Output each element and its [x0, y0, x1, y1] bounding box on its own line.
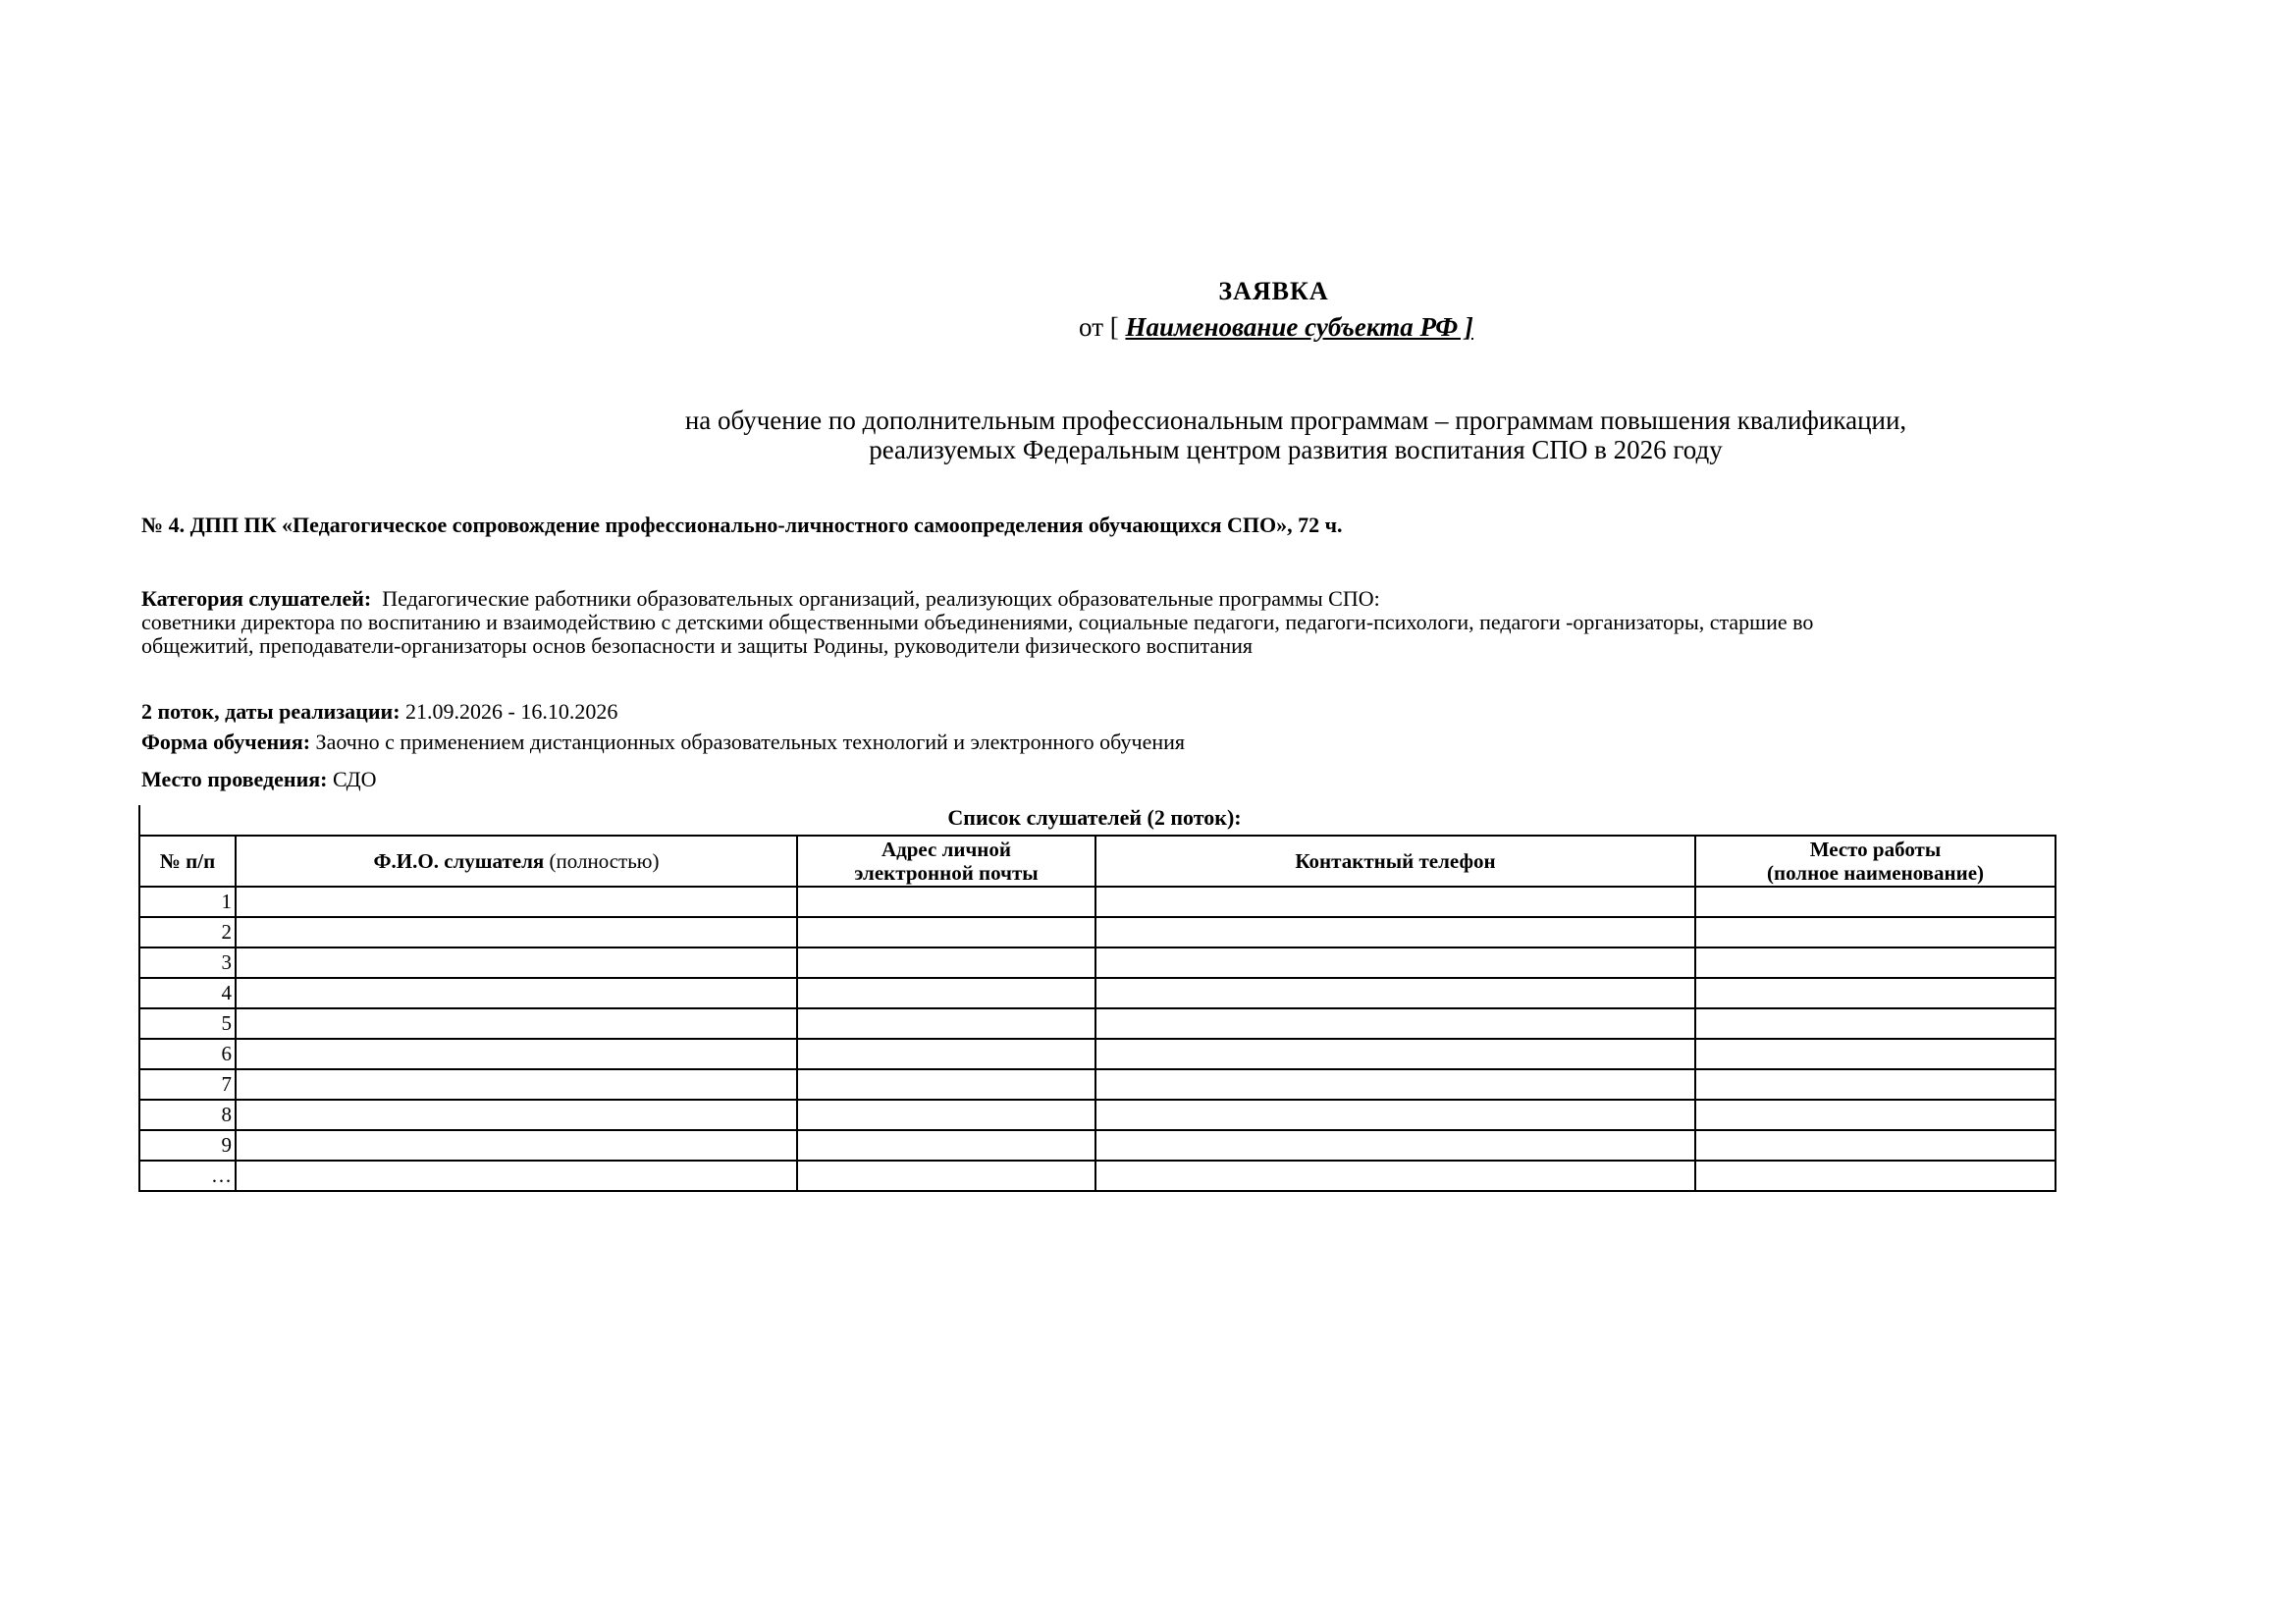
table-row — [139, 1161, 2056, 1191]
cell-email[interactable] — [797, 1069, 1095, 1100]
col-header-num: № п/п — [139, 836, 236, 887]
row-number: 4 — [139, 978, 236, 1008]
col-header-name-normal: (полностью) — [549, 849, 660, 873]
table-row — [139, 1100, 2056, 1130]
col-header-phone: Контактный телефон — [1095, 836, 1695, 887]
document-purpose — [0, 406, 2296, 464]
cell-email[interactable] — [797, 917, 1095, 947]
category-line-1-text: Педагогические работники образовательных организаций, реализующих образовательные программы СПО: — [382, 587, 1380, 611]
cell-name[interactable] — [236, 1100, 797, 1130]
purpose-line-2: реализуемых Федеральным центром развития воспитания СПО в 2026 году — [869, 435, 1723, 464]
cell-email[interactable] — [797, 947, 1095, 978]
col-header-workplace — [1695, 836, 2056, 887]
category-line-3: общежитий, преподаватели-организаторы основ безопасности и защиты Родины, руководители физического воспитания — [141, 633, 1253, 658]
form-value: Заочно с применением дистанционных образовательных технологий и электронного обучения — [315, 730, 1185, 754]
cell-name[interactable] — [236, 1039, 797, 1069]
col-header-name-bold: Ф.И.О. слушателя — [373, 849, 545, 873]
cell-name[interactable] — [236, 917, 797, 947]
row-number: 8 — [139, 1100, 236, 1130]
cell-phone[interactable] — [1095, 1039, 1695, 1069]
category-line-2: советники директора по воспитанию и взаимодействию с детскими общественными объединениями, социальные педагоги, педагоги-психологи, педагоги -организаторы, старшие во — [141, 610, 1814, 634]
purpose-line-1: на обучение по дополнительным профессиональным программам – программам повышения квалификации, — [684, 406, 1907, 435]
col-header-work-line-1: Место работы — [1809, 838, 1942, 861]
cell-phone[interactable] — [1095, 1161, 1695, 1191]
col-header-work-line-2: (полное наименование) — [1766, 861, 1985, 885]
col-header-email — [797, 836, 1095, 887]
cell-name[interactable] — [236, 947, 797, 978]
category-label: Категория слушателей: — [141, 587, 372, 611]
table-row — [139, 978, 2056, 1008]
place-value: СДО — [332, 767, 377, 791]
row-number: 2 — [139, 917, 236, 947]
subject-placeholder: Наименование субъекта РФ ] — [1125, 312, 1473, 342]
table-row — [139, 947, 2056, 978]
cell-workplace[interactable] — [1695, 917, 2056, 947]
cell-email[interactable] — [797, 1008, 1095, 1039]
table-row — [139, 1039, 2056, 1069]
row-number: 1 — [139, 887, 236, 917]
cell-email[interactable] — [797, 1100, 1095, 1130]
col-header-name — [236, 836, 797, 887]
row-number: 5 — [139, 1008, 236, 1039]
cell-phone[interactable] — [1095, 887, 1695, 917]
document-title: ЗАЯВКА — [1218, 277, 1329, 305]
col-header-email-line-2: электронной почты — [854, 861, 1039, 885]
cell-workplace[interactable] — [1695, 1069, 2056, 1100]
cell-workplace[interactable] — [1695, 978, 2056, 1008]
cell-phone[interactable] — [1095, 1100, 1695, 1130]
cell-workplace[interactable] — [1695, 1008, 2056, 1039]
cell-email[interactable] — [797, 978, 1095, 1008]
cell-name[interactable] — [236, 1008, 797, 1039]
stream-dates — [141, 699, 617, 725]
row-number: 3 — [139, 947, 236, 978]
cell-email[interactable] — [797, 1039, 1095, 1069]
cell-email[interactable] — [797, 1161, 1095, 1191]
table-row — [139, 1069, 2056, 1100]
study-place — [141, 767, 376, 792]
cell-name[interactable] — [236, 1069, 797, 1100]
cell-workplace[interactable] — [1695, 1130, 2056, 1161]
cell-phone[interactable] — [1095, 947, 1695, 978]
row-number: 7 — [139, 1069, 236, 1100]
table-row — [139, 917, 2056, 947]
row-number: … — [139, 1161, 236, 1191]
cell-phone[interactable] — [1095, 978, 1695, 1008]
row-number: 6 — [139, 1039, 236, 1069]
table-header-row — [139, 836, 2056, 887]
place-label: Место проведения: — [141, 767, 328, 791]
cell-name[interactable] — [236, 887, 797, 917]
study-form — [141, 730, 1185, 755]
cell-phone[interactable] — [1095, 1008, 1695, 1039]
cell-name[interactable] — [236, 1130, 797, 1161]
stream-label: 2 поток, даты реализации: — [141, 699, 400, 724]
cell-name[interactable] — [236, 1161, 797, 1191]
listeners-table — [138, 835, 2056, 1192]
col-header-email-line-1: Адрес личной — [881, 838, 1012, 861]
cell-email[interactable] — [797, 887, 1095, 917]
cell-name[interactable] — [236, 978, 797, 1008]
category-line-1 — [141, 587, 2056, 611]
cell-workplace[interactable] — [1695, 1039, 2056, 1069]
listener-category — [141, 587, 2056, 658]
table-caption: Список слушателей (2 поток): — [947, 805, 1242, 830]
cell-workplace[interactable] — [1695, 1100, 2056, 1130]
form-label: Форма обучения: — [141, 730, 311, 754]
document-from-line — [0, 312, 2296, 343]
table-row — [139, 1130, 2056, 1161]
cell-workplace[interactable] — [1695, 1161, 2056, 1191]
cell-workplace[interactable] — [1695, 887, 2056, 917]
program-title: № 4. ДПП ПК «Педагогическое сопровождение профессионально-личностного самоопределения обучающихся СПО», 72 ч. — [141, 513, 1343, 537]
cell-email[interactable] — [797, 1130, 1095, 1161]
table-row — [139, 887, 2056, 917]
cell-workplace[interactable] — [1695, 947, 2056, 978]
row-number: 9 — [139, 1130, 236, 1161]
cell-phone[interactable] — [1095, 1130, 1695, 1161]
table-row — [139, 1008, 2056, 1039]
from-prefix: от [ — [1079, 312, 1119, 342]
stream-value: 21.09.2026 - 16.10.2026 — [405, 699, 618, 724]
cell-phone[interactable] — [1095, 917, 1695, 947]
cell-phone[interactable] — [1095, 1069, 1695, 1100]
